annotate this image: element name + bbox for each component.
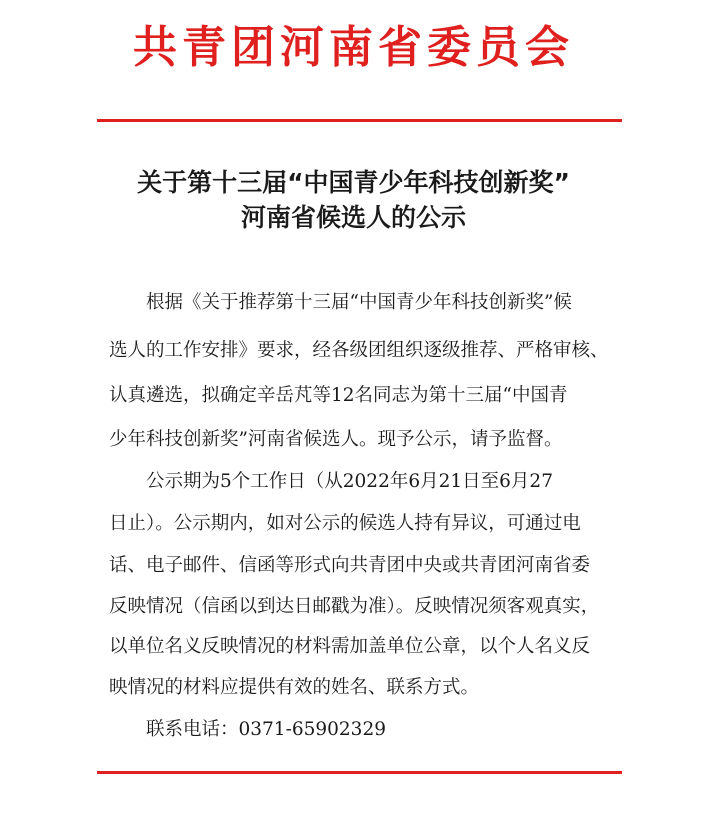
paragraph-1-line-4: 少年科技创新奖”河南省候选人。现予公示，请予监督。 <box>109 429 563 450</box>
paragraph-2-line-6: 映情况的材料应提供有效的姓名、联系方式。 <box>109 677 480 698</box>
paragraph-2-line-1: 公示期为5个工作日（从2022年6月21日至6月27 <box>146 471 553 492</box>
paragraph-1-line-1: 根据《关于推荐第十三届“中国青少年科技创新奖”候 <box>146 292 572 313</box>
paragraph-1-line-3: 认真遴选，拟确定辛岳芃等12名同志为第十三届“中国青 <box>109 385 568 406</box>
header-red-rule <box>97 119 622 122</box>
paragraph-2-line-4: 反映情况（信函以到达日邮戳为准）。反映情况须客观真实， <box>109 596 600 617</box>
contact-phone: 联系电话：0371-65902329 <box>146 719 386 740</box>
paragraph-2-line-3: 话、电子邮件、信函等形式向共青团中央或共青团河南省委 <box>109 555 591 576</box>
paragraph-2-line-2: 日止）。公示期内，如对公示的候选人持有异议，可通过电 <box>109 513 581 534</box>
document-title-line-2: 河南省候选人的公示 <box>240 203 466 232</box>
paragraph-1-line-2: 选人的工作安排》要求，经各级团组织逐级推荐、严格审核、 <box>109 340 609 361</box>
document-title-line-1: 关于第十三届“中国青少年科技创新奖” <box>137 168 570 197</box>
issuing-organization-header: 共青团河南省委员会 <box>133 22 574 73</box>
footer-red-rule <box>97 771 622 774</box>
paragraph-2-line-5: 以单位名义反映情况的材料需加盖单位公章，以个人名义反 <box>109 636 591 657</box>
